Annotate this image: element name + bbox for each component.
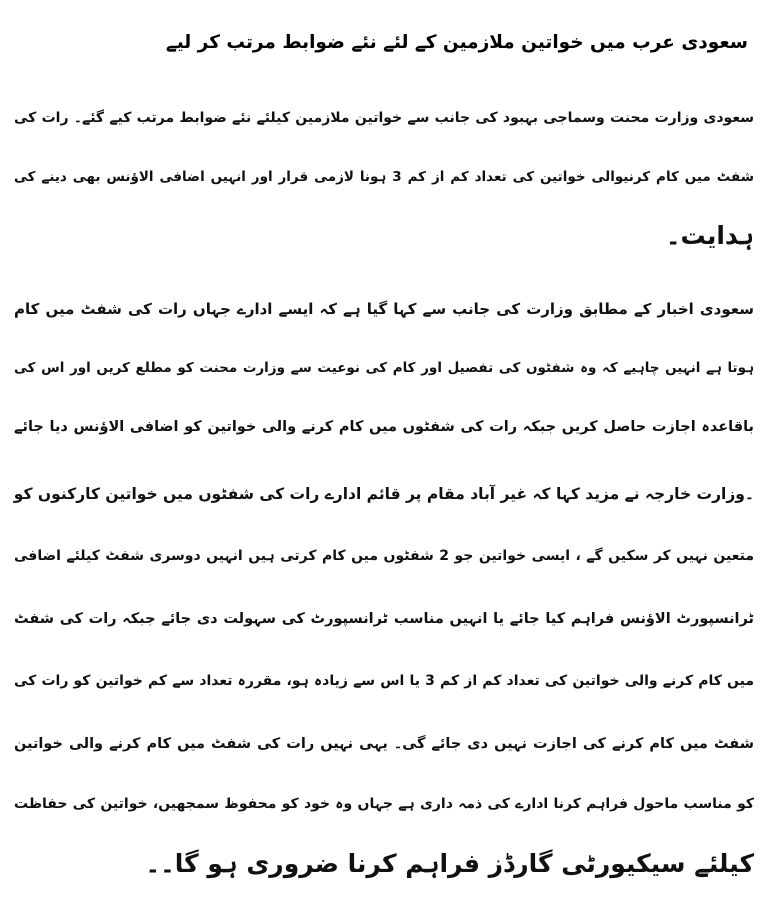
paragraph-2-line-3: باقاعدہ اجازت حاصل کریں جبکہ رات کی شفٹوں میں کام کرنے والی خواتین کو اضافی الاؤنس دیا جائے (14, 419, 754, 435)
paragraph-1-line-2: شفٹ میں کام کرنیوالی خواتین کی تعداد کم از کم 3 ہونا لازمی قرار اور انہیں اضافی الاؤنس بھی دینے کی (14, 169, 754, 185)
paragraph-1-line-3: ہدایت۔ (665, 221, 754, 250)
paragraph-2-line-9: کو مناسب ماحول فراہم کرنا ادارے کی ذمہ داری ہے جہاں وہ خود کو محفوظ سمجھیں، خواتین کی حفاظت (14, 796, 754, 812)
paragraph-2-line-4: ۔وزارت خارجہ نے مزید کہا کہ غیر آباد مقام پر قائم ادارے رات کی شفٹوں میں خواتین کارکنوں کو (13, 485, 754, 503)
paragraph-1-line-1: سعودی وزارت محنت وسماجی بہبود کی جانب سے خواتین ملازمین کیلئے نئے ضوابط مرتب کیے گئے۔ رات کی (14, 110, 754, 126)
paragraph-2-line-10: کیلئے سیکیورٹی گارڈز فراہم کرنا ضروری ہو گا۔۔ (145, 849, 754, 878)
paragraph-2-line-7: میں کام کرنے والی خواتین کی تعداد کم از کم 3 یا اس سے زیادہ ہو، مقررہ تعداد سے کم خواتین کو رات کی (14, 673, 754, 689)
paragraph-2-line-1: سعودی اخبار کے مطابق وزارت کی جانب سے کہا گیا ہے کہ ایسے ادارے جہاں رات کی شفٹ میں کام (14, 300, 754, 318)
paragraph-2-line-6: ٹرانسپورٹ الاؤنس فراہم کیا جائے یا انہیں مناسب ٹرانسپورٹ کی سہولت دی جائے جبکہ رات کی شفٹ (14, 611, 754, 627)
paragraph-2-line-2: ہوتا ہے انہیں چاہیے کہ وہ شفٹوں کی تفصیل اور کام کی نوعیت سے وزارت محنت کو مطلع کریں اور اس کی (14, 360, 754, 376)
article-headline: سعودی عرب میں خواتین ملازمین کے لئے نئے ضوابط مرتب کر لیے (165, 32, 748, 53)
paragraph-2-line-8: شفٹ میں کام کرنے کی اجازت نہیں دی جائے گی۔ یہی نہیں رات کی شفٹ میں کام کرنے والی خواتین (14, 736, 754, 752)
paragraph-2-line-5: متعین نہیں کر سکیں گے ، ایسی خواتین جو 2 شفٹوں میں کام کرتی ہیں انہیں دوسری شفٹ کیلئے اضافی (14, 548, 754, 564)
